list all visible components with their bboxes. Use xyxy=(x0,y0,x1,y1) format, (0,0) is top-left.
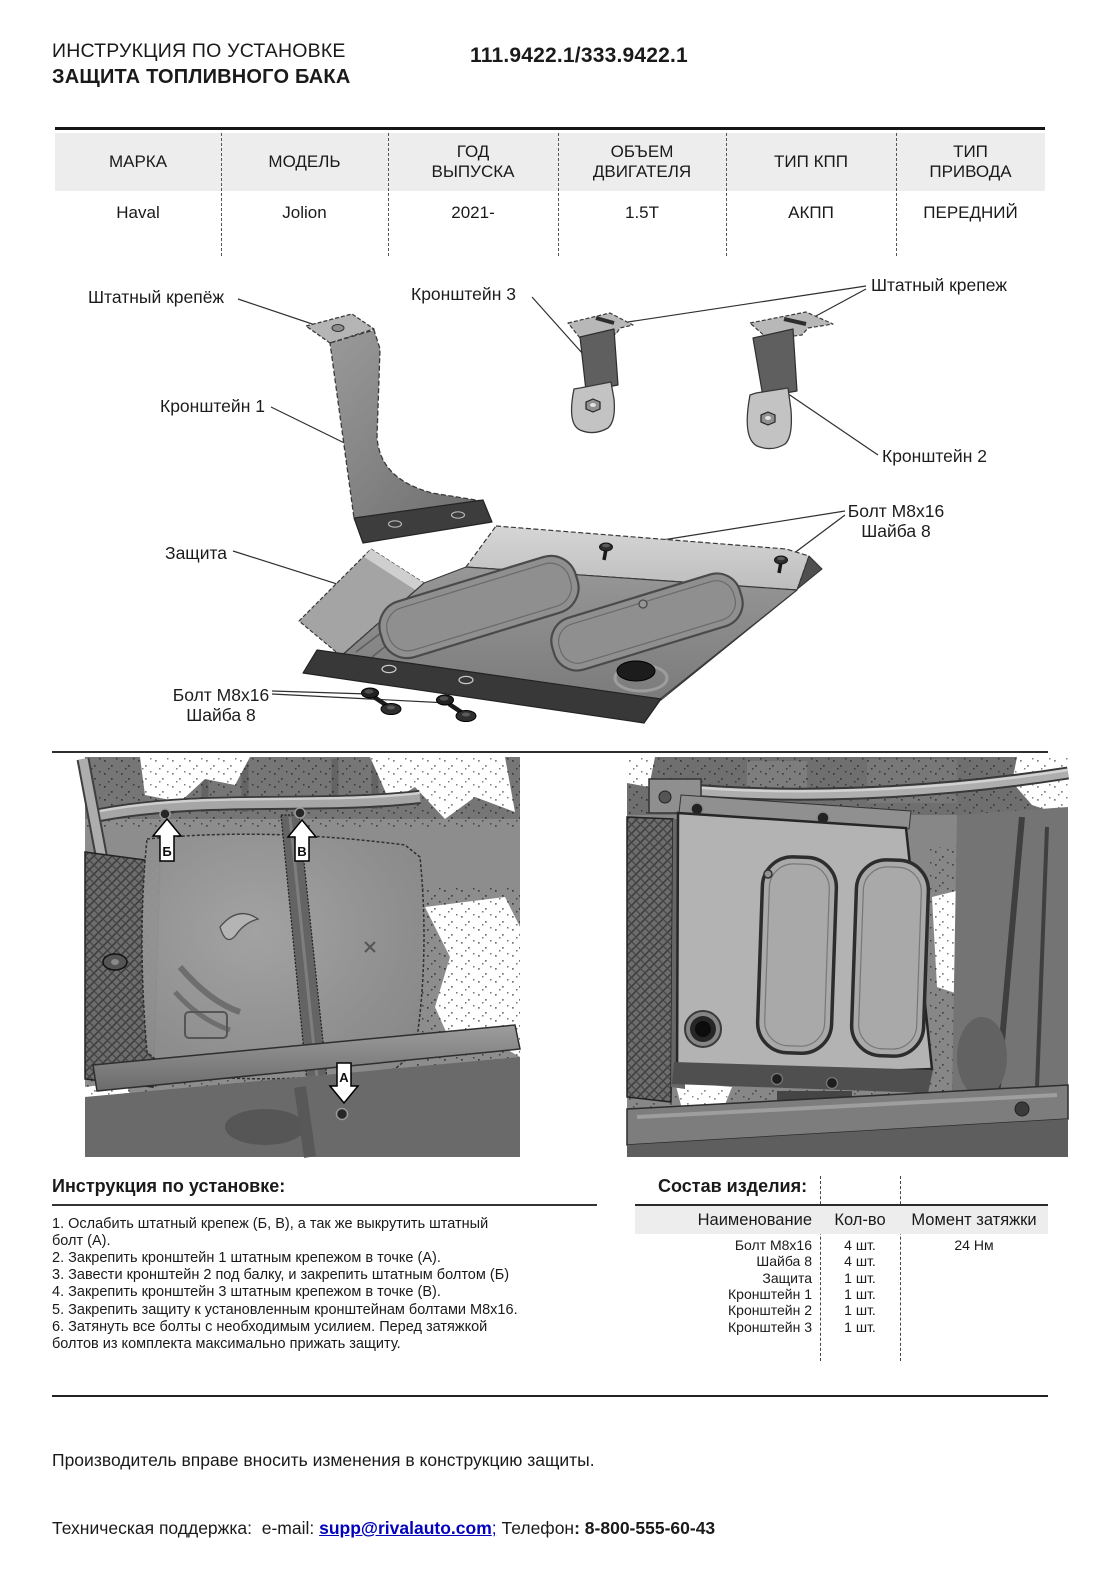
parts-heading: Состав изделия: xyxy=(658,1176,808,1196)
label-washer-right: Шайба 8 xyxy=(861,521,931,541)
part-torque xyxy=(900,1253,1048,1269)
part-name: Кронштейн 2 xyxy=(728,1302,812,1319)
part-torque: 24 Нм xyxy=(954,1237,994,1254)
label-oem-fastener-right: Штатный крепеж xyxy=(871,275,1007,295)
spec-header-engine: ОБЪЕМ ДВИГАТЕЛЯ xyxy=(592,141,692,181)
parts-header-name: Наименование xyxy=(697,1210,812,1229)
parts-list xyxy=(635,1176,1048,1366)
part-torque xyxy=(900,1302,1048,1318)
phone-label: Телефон xyxy=(496,1518,575,1538)
spec-col-divider xyxy=(896,133,897,256)
marker-letter-v: В xyxy=(297,844,307,859)
spec-value-drive: ПЕРЕДНИЙ xyxy=(923,203,1018,222)
part-number: 111.9422.1/333.9422.1 xyxy=(470,44,688,67)
bracket-2-shape xyxy=(747,312,833,449)
step-5: 5. Закрепить защиту к установленным кронштейнам болтами М8х16. xyxy=(52,1301,518,1318)
heat-shield-texture xyxy=(627,817,673,1102)
marker-letter-b: Б xyxy=(162,844,172,859)
footer-disclaimer: Производитель вправе вносить изменения в конструкцию защиты. xyxy=(52,1450,595,1470)
parts-header-torque: Момент затяжки xyxy=(911,1210,1037,1229)
parts-row xyxy=(635,1302,1048,1318)
part-name: Шайба 8 xyxy=(756,1253,812,1270)
parts-row xyxy=(635,1286,1048,1302)
label-oem-fastener-left: Штатный крепёж xyxy=(88,287,225,307)
part-qty: 1 шт. xyxy=(844,1269,876,1286)
spec-header-year: ГОД ВЫПУСКА xyxy=(431,141,515,181)
part-torque xyxy=(900,1270,1048,1286)
part-qty: 1 шт. xyxy=(844,1286,876,1303)
spec-value-engine: 1.5Т xyxy=(624,203,660,222)
step-2: 2. Закрепить кронштейн 1 штатным крепежом в точке (А). xyxy=(52,1250,441,1267)
part-name: Кронштейн 3 xyxy=(728,1318,812,1335)
instructions-rule xyxy=(52,1204,597,1206)
part-qty: 1 шт. xyxy=(844,1302,876,1319)
step-3: 3. Завести кронштейн 2 под балку, и закрепить штатным болтом (Б) xyxy=(52,1267,510,1284)
vehicle-spec-table xyxy=(55,127,1045,256)
step-1: 1. Ослабить штатный крепеж (Б, В), а так же выкрутить штатный болт (А). xyxy=(52,1216,489,1250)
part-torque xyxy=(900,1318,1048,1334)
support-email-link[interactable]: supp@rivalauto.com xyxy=(319,1518,492,1538)
title-line2: ЗАЩИТА ТОПЛИВНОГО БАКА xyxy=(52,66,351,88)
spec-value-year: 2021- xyxy=(451,203,495,222)
bracket-3-shape xyxy=(568,313,633,433)
support-label: Техническая поддержка: e-mail: xyxy=(52,1518,320,1538)
footer-rule xyxy=(52,1395,1048,1397)
email-semicolon: ; xyxy=(491,1518,497,1538)
phone-number: : 8-800-555-60-43 xyxy=(574,1518,716,1538)
marker-letter-a: А xyxy=(339,1070,349,1085)
spec-value-gearbox: АКПП xyxy=(788,203,834,222)
spec-header-model: МОДЕЛЬ xyxy=(268,151,341,171)
part-torque xyxy=(900,1286,1048,1302)
spec-header-drive: ТИП ПРИВОДА xyxy=(929,141,1012,181)
spec-header-gearbox: ТИП КПП xyxy=(774,151,848,171)
parts-row xyxy=(635,1270,1048,1286)
spec-header-marka: МАРКА xyxy=(108,151,168,171)
parts-header-row xyxy=(635,1206,1048,1234)
photos-divider-rule xyxy=(52,751,1048,753)
spec-col-divider xyxy=(221,133,222,256)
document-title xyxy=(52,40,350,89)
spec-col-divider xyxy=(726,133,727,256)
bracket-1-shape xyxy=(306,314,492,543)
part-name: Болт М8х16 xyxy=(734,1237,812,1254)
label-bolt-right-1: Болт М8х16 xyxy=(847,501,945,521)
label-bolt-left-1: Болт М8х16 xyxy=(172,685,270,705)
label-bracket-2: Кронштейн 2 xyxy=(882,446,987,466)
exploded-parts-diagram xyxy=(0,255,1100,755)
photo-mount-points xyxy=(85,757,520,1157)
instructions-steps xyxy=(52,1216,522,1353)
parts-row xyxy=(635,1237,1048,1253)
parts-header-qty: Кол-во xyxy=(834,1210,886,1229)
instructions-heading: Инструкция по установке: xyxy=(52,1176,286,1196)
spec-value-model: Jolion xyxy=(282,203,327,222)
label-washer-left: Шайба 8 xyxy=(186,705,256,725)
part-qty: 4 шт. xyxy=(844,1237,876,1254)
step-4: 4. Закрепить кронштейн 3 штатным крепежом в точке (В). xyxy=(52,1284,441,1301)
parts-rows xyxy=(635,1237,1048,1335)
label-bracket-3: Кронштейн 3 xyxy=(411,284,516,304)
parts-row xyxy=(635,1253,1048,1269)
footer xyxy=(52,1408,715,1581)
installation-instructions xyxy=(52,1176,600,1353)
photo-shield-installed xyxy=(627,757,1068,1157)
part-qty: 4 шт. xyxy=(844,1253,876,1270)
label-shield: Защита xyxy=(165,543,228,563)
part-name: Кронштейн 1 xyxy=(728,1286,812,1303)
spec-col-divider xyxy=(558,133,559,256)
part-qty: 1 шт. xyxy=(844,1318,876,1335)
parts-row xyxy=(635,1318,1048,1334)
footer-support-line xyxy=(52,1518,715,1539)
spec-value-marka: Haval xyxy=(116,203,160,222)
title-line1: ИНСТРУКЦИЯ ПО УСТАНОВКЕ xyxy=(52,40,346,62)
part-name: Защита xyxy=(762,1269,812,1286)
spec-col-divider xyxy=(388,133,389,256)
step-6: 6. Затянуть все болты с необходимым усилием. Перед затяжкой болтов из комплекта максимально прижать защиту. xyxy=(52,1318,488,1352)
label-bracket-1: Кронштейн 1 xyxy=(160,396,265,416)
